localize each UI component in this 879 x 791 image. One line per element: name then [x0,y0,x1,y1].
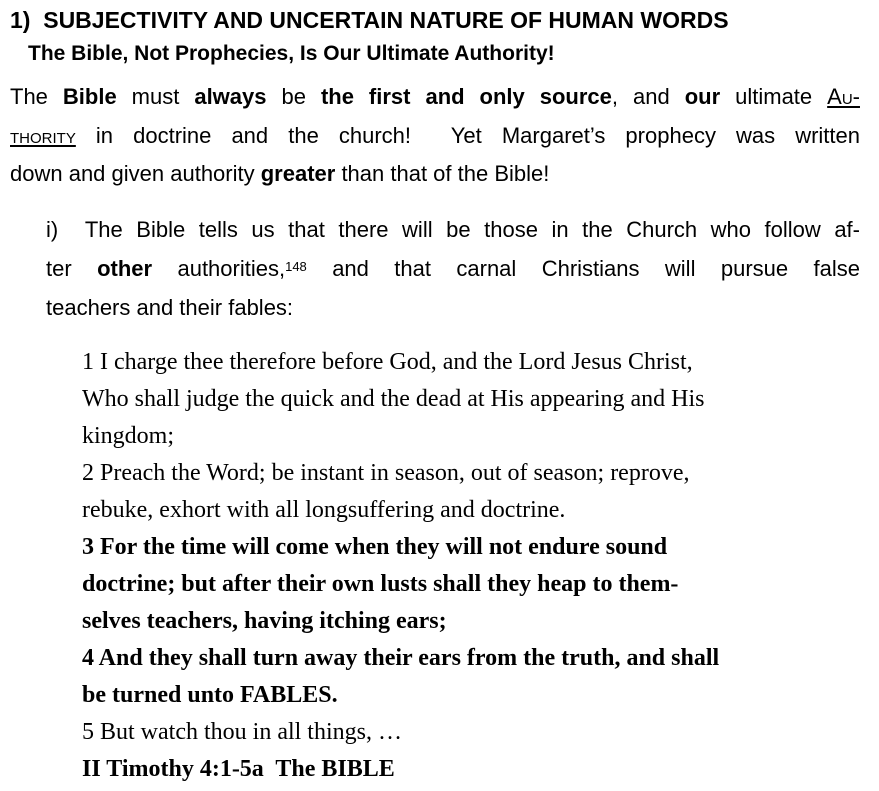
text-run: must [116,84,195,109]
text-run: , and [611,84,685,109]
emphasis-our: our [684,84,721,109]
point-i-paragraph [46,210,860,327]
emphasis-first-only-source: the first and only source [320,84,612,109]
emphasis-other: other [97,256,153,281]
emphasis-greater: greater [260,161,336,186]
verse-4-line-2: be turned unto FABLES. [82,682,338,708]
text-run: than that of the Bible! [335,161,550,186]
verse-2-line-1: 2 Preach the Word; be instant in season, out of season; reprove, [82,460,690,486]
authority-part-1: Au- [827,84,860,109]
text-run: in doctrine and the church! Yet Margaret’s prophecy was written [75,122,860,148]
verse-2-line-2: rebuke, exhort with all longsuffering and doctrine. [82,497,566,523]
text-run: and that carnal Christians will pursue false [306,256,860,281]
intro-line-1 [10,78,860,117]
footnote-ref: 148 [285,259,307,274]
verse-1-line-3: kingdom; [82,423,175,449]
emphasis-bible: Bible [62,84,117,109]
point-i-line-3: teachers and their fables: [46,295,294,320]
verse-4-line-1: 4 And they shall turn away their ears from the truth, and shall [82,645,720,671]
emphasis-always: always [194,84,267,109]
scripture-citation: II Timothy 4:1-5a The BIBLE [82,756,395,782]
verse-1-line-1: 1 I charge thee therefore before God, and the Lord Jesus Christ, [82,349,693,375]
authority-part-2: thority [10,122,76,148]
intro-line-3 [10,155,860,194]
point-i-line-2 [46,249,860,288]
section-heading: 1) SUBJECTIVITY AND UNCERTAIN NATURE OF HUMAN WORDS [10,7,729,33]
text-run: The [10,84,63,109]
verse-3-line-3: selves teachers, having itching ears; [82,608,447,634]
section-subheading: The Bible, Not Prophecies, Is Our Ultimate Authority! [28,42,555,65]
text-run: down and given authority [10,161,261,186]
scripture-quote [82,344,872,788]
point-i-line-1: i) The Bible tells us that there will be those in the Church who follow af- [46,217,860,242]
intro-paragraph [10,78,860,194]
text-run: ter [46,256,98,281]
text-run: authorities, [152,256,286,281]
verse-1-line-2: Who shall judge the quick and the dead at His appearing and His [82,386,705,412]
text-run: be [266,84,321,109]
intro-line-2 [10,117,860,156]
verse-5-line: 5 But watch thou in all things, … [82,719,402,745]
verse-3-line-1: 3 For the time will come when they will not endure sound [82,534,668,560]
text-run: ultimate [720,84,828,109]
verse-3-line-2: doctrine; but after their own lusts shall they heap to them- [82,571,679,597]
